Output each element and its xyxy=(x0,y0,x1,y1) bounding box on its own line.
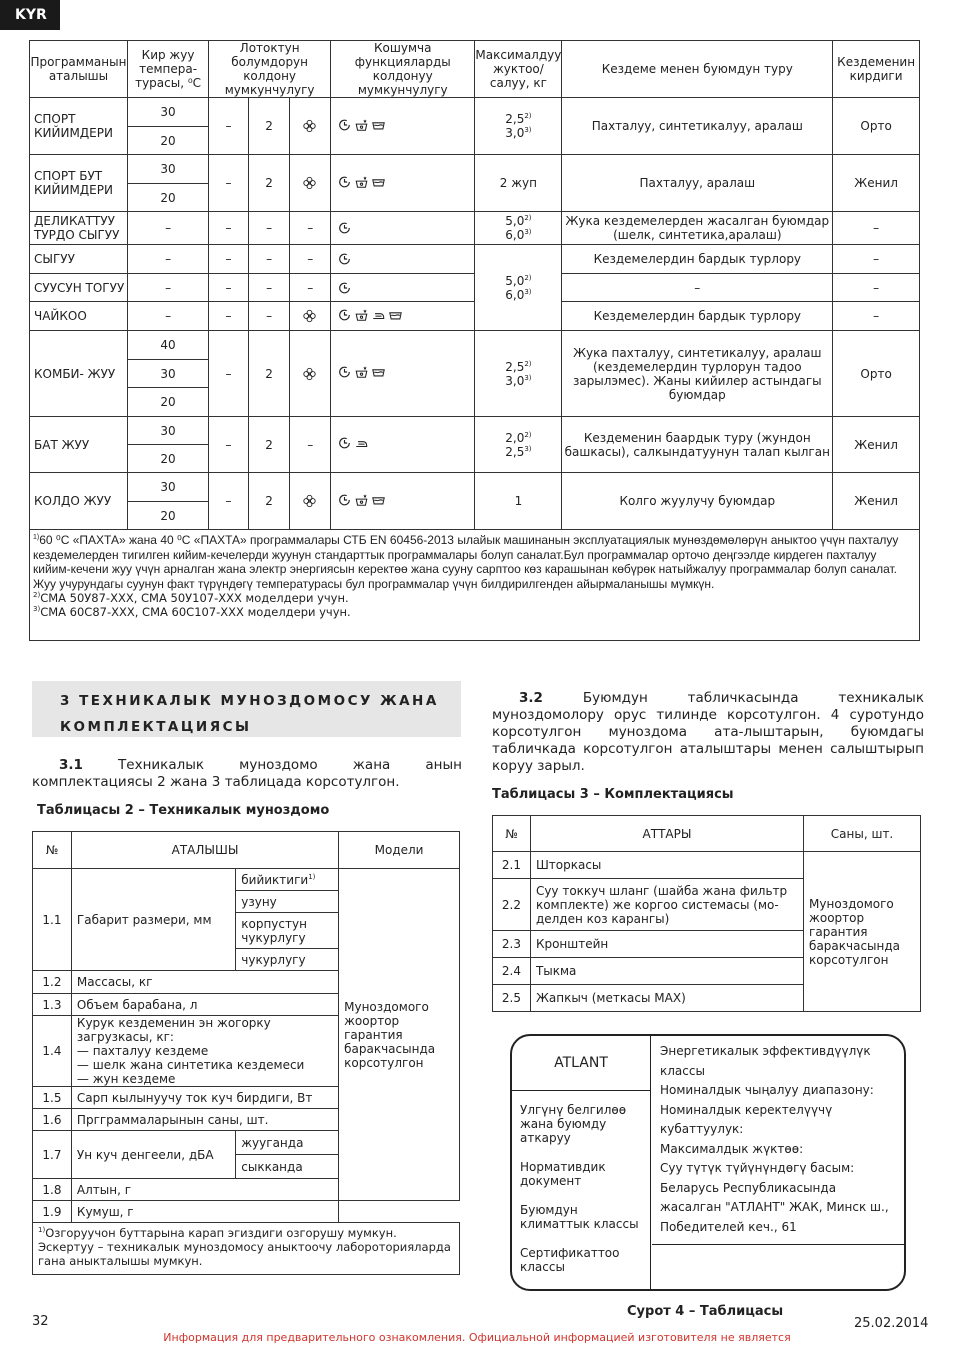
clock-icon xyxy=(337,252,352,266)
sub-cell: сыкканда xyxy=(236,1155,339,1179)
tub-icon xyxy=(371,365,386,379)
row-name: Жапкыч (меткасы МАХ) xyxy=(530,985,803,1012)
basin-star-icon xyxy=(354,175,369,189)
basin-star-icon xyxy=(354,118,369,132)
disclaimer: Информация для предварительного ознакомления. Официальной информацией изготовителя не является xyxy=(163,1331,791,1344)
paragraph-number: 3.2 xyxy=(519,690,543,706)
basin-star-icon xyxy=(354,493,369,507)
tub-icon xyxy=(371,493,386,507)
specs-table xyxy=(32,831,460,1275)
doc-date: 25.02.2014 xyxy=(854,1316,929,1331)
header-num: № xyxy=(493,816,531,852)
dash-cell: – xyxy=(209,212,249,245)
flower-icon xyxy=(302,494,317,508)
figure4-caption: Сурот 4 – Таблицасы xyxy=(627,1304,784,1319)
max-load-cell: 1 xyxy=(475,473,562,530)
tub-icon xyxy=(371,175,386,189)
sub-cell: узуну xyxy=(236,891,339,913)
program-name: СПОРТ БУТ КИЙИМДЕРИ xyxy=(30,155,128,212)
dirt-cell: – xyxy=(833,245,920,274)
tub-icon xyxy=(371,118,386,132)
max-load-cell xyxy=(475,212,562,245)
paragraph-3-2 xyxy=(492,690,924,775)
dash-cell: – xyxy=(209,274,249,302)
dash-cell: – xyxy=(209,473,249,530)
row-name: Суу токкуч шланг (шайба жана фильтр комплекте) же коргоо системасы (мо-делден коз карангы) xyxy=(530,879,803,931)
header-num: № xyxy=(33,832,72,869)
rating-plate-right xyxy=(652,1036,904,1289)
functions-cell xyxy=(331,212,475,245)
iron-icon xyxy=(354,436,369,450)
temp-cell: 30 xyxy=(127,360,208,388)
clock-icon xyxy=(337,118,352,132)
clock-icon xyxy=(337,221,352,235)
iron-icon xyxy=(371,308,386,322)
plate-field: Суу түтүк түйүнүндөгү басым: xyxy=(660,1161,855,1175)
compartment-cell: 2 xyxy=(248,155,290,212)
plate-field: Номиналдык керектелүүчү кубаттуулук: xyxy=(660,1102,833,1136)
compartment-cell: 2 xyxy=(248,331,290,417)
program-name: ДЕЛИКАТТУУ ТУРДО СЫГУУ xyxy=(30,212,128,245)
header-name: АТАЛЫШЫ xyxy=(71,832,338,869)
sub-cell xyxy=(236,869,339,891)
fabric-cell: Жука пахталуу, синтетикалуу, аралаш (кездемелердин турлорун тадоо зарылэмес). Жаны кийилер астындагы буюмдар xyxy=(562,331,833,417)
footnote-mark: 1) xyxy=(308,872,316,881)
temp-cell: 30 xyxy=(127,155,208,184)
fabric-cell: Жука кездемелерден жасалган буюмдар (шелк, синтетика,аралаш) xyxy=(562,212,833,245)
functions-cell xyxy=(331,274,475,302)
row-name: Габарит размери, мм xyxy=(71,869,235,971)
table2-footnote xyxy=(33,1223,460,1275)
program-name: КОМБИ- ЖУУ xyxy=(30,331,128,417)
max-load-cell: 2 жуп xyxy=(475,155,562,212)
dash-cell: – xyxy=(290,417,331,473)
plate-field: Улгүнү белгилөө жана буюмду аткаруу xyxy=(520,1103,627,1145)
dash-cell: – xyxy=(127,212,208,245)
dirt-cell: – xyxy=(833,274,920,302)
temp-cell: 20 xyxy=(127,445,208,473)
dash-cell: – xyxy=(209,155,249,212)
dirt-cell: Орто xyxy=(833,98,920,155)
load-value: 5,0 xyxy=(505,273,525,288)
load-value: 6,0 xyxy=(505,287,525,302)
footnote-mark: 1) xyxy=(38,1226,46,1235)
program-name: СЫГУУ xyxy=(30,245,128,274)
program-name: СПОРТ КИЙИМДЕРИ xyxy=(30,98,128,155)
clock-icon xyxy=(337,175,352,189)
compartment-cell: 2 xyxy=(248,473,290,530)
functions-cell xyxy=(331,417,475,473)
fabric-cell: Кездеменин баардык туру (жундон башкасы), салкындатуунун талап кылган xyxy=(562,417,833,473)
clock-icon xyxy=(337,281,352,295)
plate-field: Номиналдык чыңалуу диапазону: xyxy=(660,1083,874,1097)
row-item: — шелк жана синтетика кездемеси xyxy=(76,1058,305,1072)
rating-plate-left-items xyxy=(512,1091,650,1274)
plate-field: Беларусь Республикасында жасалган "АТЛАНТ" ЖАК, Минск ш., Победителей кеч., 61 xyxy=(660,1180,889,1234)
temp-cell: 20 xyxy=(127,184,208,212)
rating-plate xyxy=(510,1034,906,1291)
functions-cell xyxy=(331,245,475,274)
header-qty: Саны, шт. xyxy=(804,816,921,852)
header-spin: Кездеменин кирдиги xyxy=(833,41,920,98)
footnote-mark: 2) xyxy=(524,359,532,368)
row-num: 1.5 xyxy=(33,1087,72,1109)
footnote-text: 60 ⁰С «ПАХТА» жана 40 ⁰С «ПАХТА» программалары СТБ EN 60456-2013 ылайык машинанын эксплуатациялык мунөздөмөлөрүн аныктоо үчүн пахталуу кездемелерден тигилген кийим-кечелерди жуунун стандарттык программалары болуп саналат.Бул программалар орточо деңгээлде кирдеген пахталуу кийим-кечени жуу үчүн арналган жана электр энергиясын керектөө жана сууну сарптоо көз карашынан көбүрөк натыйжалуу программалар болуп саналат. Жуу учурундагы суунун факт түрүндөгү температурасы бул программалар үчүн билдирилгенден айырмаланышы мүмкүн. xyxy=(33,533,899,591)
row-num: 1.4 xyxy=(33,1016,72,1087)
footnote-mark: 3) xyxy=(524,373,532,382)
max-load-cell xyxy=(475,417,562,473)
plate-field: Максималдык жүктөө: xyxy=(660,1141,804,1156)
functions-cell xyxy=(331,302,475,331)
footnote-note: Эскертуу – техникалык муноздомосу аныктоочу лабороторияларда гана аныкталышы мумкун. xyxy=(38,1240,451,1268)
dash-cell: – xyxy=(248,212,290,245)
dash-cell: – xyxy=(209,98,249,155)
brand-name: ATLANT xyxy=(512,1036,650,1091)
temp-cell: 30 xyxy=(127,473,208,502)
fabric-cell: Кездемелердин бардык турлору xyxy=(562,302,833,331)
max-load-cell xyxy=(475,98,562,155)
dash-cell: – xyxy=(290,274,331,302)
dash-cell: – xyxy=(127,274,208,302)
language-tab: KYR xyxy=(0,0,60,30)
section-header xyxy=(32,681,461,737)
fabric-cell: Колго жуулучу буюмдар xyxy=(562,473,833,530)
rating-plate-left xyxy=(512,1036,651,1289)
functions-cell xyxy=(331,473,475,530)
footnote-mark: 3) xyxy=(524,228,532,236)
footnote-mark: 3) xyxy=(524,126,532,134)
fabric-cell: Кездемелердин бардык турлору xyxy=(562,245,833,274)
programs-table xyxy=(29,40,920,641)
rating-plate-right-text xyxy=(652,1036,904,1245)
footnote-mark: 2) xyxy=(524,214,532,222)
flower-cell xyxy=(290,473,331,530)
load-value: 2,0 xyxy=(505,430,525,445)
row-title: Курук кездеменин эн жогорку загрузкасы, кг: xyxy=(76,1016,271,1044)
load-value: 2,5 xyxy=(505,444,525,459)
paragraph-number: 3.1 xyxy=(59,757,83,773)
dirt-cell: Женил xyxy=(833,417,920,473)
dirt-cell: Орто xyxy=(833,331,920,417)
row-name: Объем барабана, л xyxy=(71,994,338,1016)
functions-cell xyxy=(331,155,475,212)
footnote-text: СМА 60С87-ХХХ, СМА 60С107-ХХХ моделдери учун. xyxy=(40,605,351,619)
footnote-mark: 2) xyxy=(524,273,532,282)
plate-field: Энергетикалык эффективдүүлүк классы xyxy=(660,1044,871,1078)
section-title: 3 ТЕХНИКАЛЫК МУНОЗДОМОСУ ЖАНА КОМПЛЕКТАЦИЯСЫ xyxy=(60,693,439,735)
temp-cell: 20 xyxy=(127,388,208,417)
sub-cell: чукурлугу xyxy=(236,949,339,971)
program-name: ЧАЙКОО xyxy=(30,302,128,331)
header-model: Модели xyxy=(339,832,460,869)
footnote-mark: 2) xyxy=(524,430,532,439)
footnote-mark: 3) xyxy=(524,287,532,296)
footnote-mark: 1) xyxy=(33,534,40,541)
dirt-cell: – xyxy=(833,302,920,331)
row-name: Пргграммаларынын саны, шт. xyxy=(71,1109,338,1131)
row-num: 2.3 xyxy=(493,931,531,958)
flower-cell xyxy=(290,302,331,331)
dash-cell: – xyxy=(209,417,249,473)
functions-cell xyxy=(331,98,475,155)
clock-icon xyxy=(337,493,352,507)
row-name: Алтын, г xyxy=(71,1179,338,1201)
tub-icon xyxy=(388,308,403,322)
plate-field: Буюмдун климаттык классы xyxy=(520,1203,639,1231)
row-num: 1.9 xyxy=(33,1201,72,1223)
row-name xyxy=(71,1016,338,1087)
clock-icon xyxy=(337,308,352,322)
sub-cell: корпустун чукурлугу xyxy=(236,913,339,949)
dash-cell: – xyxy=(290,245,331,274)
load-value: 5,0 xyxy=(505,214,525,228)
row-num: 2.5 xyxy=(493,985,531,1012)
footnote-mark: 2) xyxy=(33,591,41,600)
header-temp: Кир жуу темпера-турасы, ⁰С xyxy=(127,41,208,98)
basin-star-icon xyxy=(354,308,369,322)
temp-cell: 40 xyxy=(127,331,208,360)
flower-cell xyxy=(290,155,331,212)
table2-caption: Таблицасы 2 – Техникалык муноздомо xyxy=(37,803,330,818)
row-item: — жун кездеме xyxy=(76,1072,176,1086)
load-value: 2,5 xyxy=(505,359,525,374)
header-compartment: Лотоктун болумдорун колдону мумкунчулугу xyxy=(209,41,331,98)
plate-field: Нормативдик документ xyxy=(520,1160,606,1188)
load-value: 6,0 xyxy=(505,228,525,242)
flower-icon xyxy=(302,119,317,133)
program-name: КОЛДО ЖУУ xyxy=(30,473,128,530)
load-value: 3,0 xyxy=(505,126,525,140)
table1-footnotes xyxy=(30,530,920,641)
flower-icon xyxy=(302,367,317,381)
load-value: 2,5 xyxy=(505,112,525,126)
package-table xyxy=(492,815,921,1012)
row-num: 1.7 xyxy=(33,1131,72,1179)
dash-cell: – xyxy=(290,212,331,245)
header-max-load: Максималдуу жуктоо/ салуу, кг xyxy=(475,41,562,98)
model-cell: Муноздомого жоортор гарантия баракчасында корсотулгон xyxy=(339,869,460,1201)
page-number: 32 xyxy=(32,1314,49,1329)
row-num: 1.3 xyxy=(33,994,72,1016)
row-name: Ун куч денгеели, дБА xyxy=(71,1131,235,1179)
max-load-cell xyxy=(475,331,562,417)
flower-icon xyxy=(302,309,317,323)
dash-cell: – xyxy=(209,245,249,274)
dirt-cell: – xyxy=(833,212,920,245)
fabric-cell: – xyxy=(562,274,833,302)
qty-cell: Муноздомого жоортор гарантия баракчасында корсотулгон xyxy=(804,852,921,1012)
paragraph-3-1 xyxy=(32,757,462,791)
footnote-text: СМА 50У87-ХХХ, СМА 50У107-ХХХ моделдери учун. xyxy=(40,591,349,605)
fabric-cell: Пахталуу, синтетикалуу, аралаш xyxy=(562,98,833,155)
row-num: 2.2 xyxy=(493,879,531,931)
header-fabric: Кездеме менен буюмдун туру xyxy=(562,41,833,98)
row-num: 2.1 xyxy=(493,852,531,879)
program-name: БАТ ЖУУ xyxy=(30,417,128,473)
flower-cell xyxy=(290,331,331,417)
max-load-cell xyxy=(475,245,562,331)
temp-cell: 30 xyxy=(127,417,208,445)
plate-field: Сертификаттоо классы xyxy=(520,1246,620,1274)
header-functions: Кошумча функцияларды колдонуу мумкунчулугу xyxy=(331,41,475,98)
row-num: 1.6 xyxy=(33,1109,72,1131)
sub-cell: жууганда xyxy=(236,1131,339,1155)
compartment-cell: 2 xyxy=(248,417,290,473)
clock-icon xyxy=(337,436,352,450)
temp-cell: 20 xyxy=(127,127,208,155)
dirt-cell: Женил xyxy=(833,473,920,530)
dash-cell: – xyxy=(248,274,290,302)
dash-cell: – xyxy=(209,331,249,417)
paragraph-text: Буюмдун табличкасында техникалык муноздомолору орус тилинде корсотулгон. 4 суротундо корсотулгон муноздома ата-лыштарын, буюмдагы табличкада корсотулгон аталыштары менен салыштырып коруу зарыл. xyxy=(492,690,924,774)
load-value: 3,0 xyxy=(505,373,525,388)
temp-cell: 30 xyxy=(127,98,208,127)
dash-cell: – xyxy=(209,302,249,331)
basin-star-icon xyxy=(354,365,369,379)
header-name: АТТАРЫ xyxy=(530,816,803,852)
row-num: 1.2 xyxy=(33,971,72,994)
sub-label: бийиктиги xyxy=(241,872,309,887)
dirt-cell: Женил xyxy=(833,155,920,212)
flower-icon xyxy=(302,176,317,190)
flower-cell xyxy=(290,98,331,155)
row-item: — пахталуу кездеме xyxy=(76,1044,209,1058)
clock-icon xyxy=(337,365,352,379)
header-program: Программанын аталышы xyxy=(30,41,128,98)
program-name: СУУСУН ТОГУУ xyxy=(30,274,128,302)
compartment-cell: 2 xyxy=(248,98,290,155)
dash-cell: – xyxy=(248,245,290,274)
row-name: Тыкма xyxy=(530,958,803,985)
table3-caption: Таблицасы 3 – Комплектациясы xyxy=(492,787,734,802)
functions-cell xyxy=(331,331,475,417)
row-num: 1.8 xyxy=(33,1179,72,1201)
row-name: Сарп кылынуучу ток куч бирдиги, Вт xyxy=(71,1087,338,1109)
row-name: Массасы, кг xyxy=(71,971,338,994)
dash-cell: – xyxy=(248,302,290,331)
dash-cell: – xyxy=(127,302,208,331)
footnote-mark: 2) xyxy=(524,112,532,120)
footnote-mark: 3) xyxy=(524,444,532,453)
row-num: 2.4 xyxy=(493,958,531,985)
row-name: Кронштейн xyxy=(530,931,803,958)
row-name: Кумуш, г xyxy=(71,1201,338,1223)
dash-cell: – xyxy=(127,245,208,274)
temp-cell: 20 xyxy=(127,502,208,530)
row-num: 1.1 xyxy=(33,869,72,971)
footnote-mark: 3) xyxy=(33,605,41,614)
footnote-text: Озгоруучон буттарына карап эгиздиги озгорушу мумкун. xyxy=(45,1226,397,1240)
fabric-cell: Пахталуу, аралаш xyxy=(562,155,833,212)
paragraph-text: Техникалык муноздомо жана анын комплектациясы 2 жана 3 таблицада корсотулгон. xyxy=(32,757,462,790)
row-name: Шторкасы xyxy=(530,852,803,879)
